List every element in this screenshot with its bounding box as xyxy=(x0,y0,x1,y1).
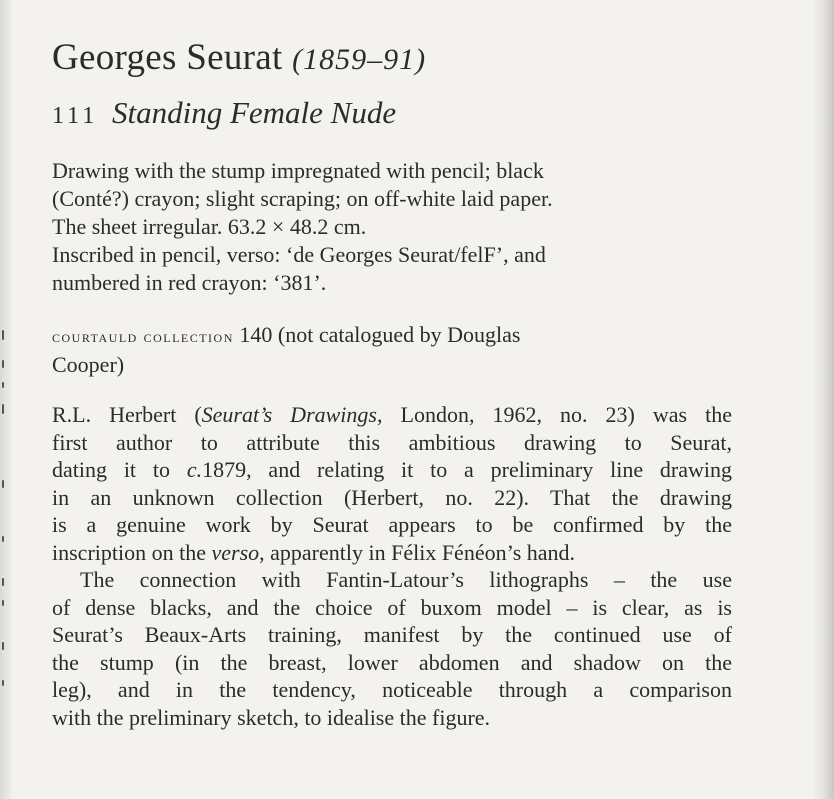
paragraph2-line: of dense blacks, and the choice of buxom model – is clear, as is xyxy=(52,594,732,620)
paragraph2-line: Seurat’s Beaux-Arts training, manifest by the continued use of xyxy=(52,622,732,647)
description-line: numbered in red crayon: ‘381’. xyxy=(52,270,327,295)
artist-dates: (1859–91) xyxy=(292,43,427,76)
entry-content xyxy=(52,34,742,731)
description-line: Drawing with the stump impregnated with pencil; black xyxy=(52,158,544,183)
commentary xyxy=(52,401,732,731)
paragraph1-line: R.L. Herbert (Seurat’s Drawings, London, 1962, no. 23) was the xyxy=(52,402,732,427)
paragraph2-line: the stump (in the breast, lower abdomen and shadow on the xyxy=(52,649,732,675)
page-gutter-shadow xyxy=(812,0,834,799)
paragraph1-line: dating it to c.1879, and relating it to a preliminary line drawing xyxy=(52,457,732,482)
entry-title: Standing Female Nude xyxy=(111,95,397,130)
description-line: The sheet irregular. 63.2 × 48.2 cm. xyxy=(52,214,367,239)
technical-description xyxy=(52,157,742,297)
artist-name: Georges Seurat xyxy=(52,37,283,78)
collection-number: 140 (not catalogued by Douglas xyxy=(233,322,521,347)
book-title: Seurat’s Drawings xyxy=(201,402,377,427)
paragraph1-line: inscription on the verso, apparently in Félix Fénéon’s hand. xyxy=(52,539,576,565)
entry-heading xyxy=(52,92,742,137)
paragraph1-line: in an unknown collection (Herbert, no. 22). That the drawing xyxy=(52,484,732,510)
paragraph2-line: with the preliminary sketch, to idealise the figure. xyxy=(52,704,491,730)
collection-line2: Cooper) xyxy=(52,352,125,377)
paragraph1-line: first author to attribute this ambitious drawing to Seurat, xyxy=(52,429,732,455)
entry-number: 111 xyxy=(52,103,99,129)
paragraph2-line: The connection with Fantin-Latour’s lithographs – the use xyxy=(80,567,732,592)
paragraph2-line: leg), and in the tendency, noticeable through a comparison xyxy=(52,677,732,702)
collection-note xyxy=(52,321,742,379)
paragraph1-line: is a genuine work by Seurat appears to be confirmed by the xyxy=(52,512,732,537)
collection-label: courtauld collection xyxy=(52,327,234,346)
artist-heading xyxy=(52,34,742,84)
description-line: (Conté?) crayon; slight scraping; on off-white laid paper. xyxy=(52,186,553,211)
description-line: Inscribed in pencil, verso: ‘de Georges Seurat/felF’, and xyxy=(52,242,546,267)
